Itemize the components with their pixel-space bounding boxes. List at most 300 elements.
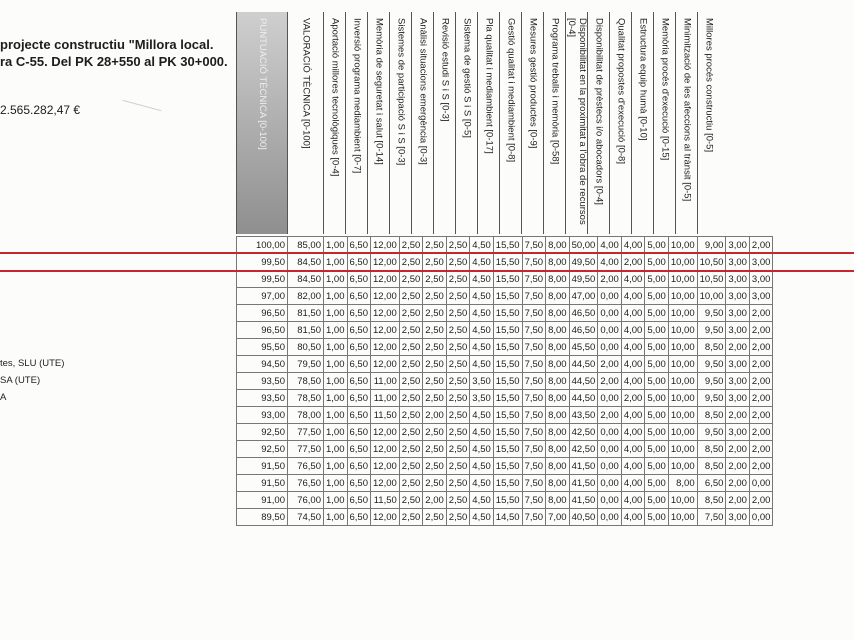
table-cell: 6,50 bbox=[347, 237, 371, 254]
table-cell: 2,00 bbox=[598, 356, 622, 373]
table-cell: 78,50 bbox=[288, 390, 324, 407]
table-cell: 0,00 bbox=[598, 305, 622, 322]
table-cell: 1,00 bbox=[324, 509, 348, 526]
table-cell: 80,50 bbox=[288, 339, 324, 356]
table-cell: 2,50 bbox=[399, 475, 423, 492]
table-cell: 8,00 bbox=[546, 424, 570, 441]
table-cell: 10,00 bbox=[668, 407, 697, 424]
column-header-label: Memòria de seguretat i salut [0-14] bbox=[373, 18, 385, 165]
table-cell: 6,50 bbox=[347, 305, 371, 322]
table-cell: 2,50 bbox=[446, 424, 470, 441]
table-cell: 7,50 bbox=[522, 424, 546, 441]
table-cell: 82,00 bbox=[288, 288, 324, 305]
table-cell: 2,00 bbox=[749, 390, 773, 407]
column-header-label: Pla qualitat i mediambient [0-17] bbox=[483, 18, 495, 154]
table-cell: 41,50 bbox=[569, 458, 598, 475]
table-row bbox=[237, 305, 773, 322]
table-cell: 85,00 bbox=[288, 237, 324, 254]
table-cell: 4,50 bbox=[470, 356, 494, 373]
table-cell: 3,00 bbox=[726, 288, 750, 305]
table-cell: 7,50 bbox=[522, 441, 546, 458]
table-cell: 2,50 bbox=[446, 356, 470, 373]
table-cell: 74,50 bbox=[288, 509, 324, 526]
table-cell: 5,00 bbox=[645, 271, 669, 288]
table-cell: 8,00 bbox=[546, 407, 570, 424]
table-cell: 3,00 bbox=[726, 509, 750, 526]
table-cell: 1,00 bbox=[324, 305, 348, 322]
table-cell: 7,50 bbox=[522, 271, 546, 288]
table-cell: 47,00 bbox=[569, 288, 598, 305]
table-cell: 0,00 bbox=[749, 475, 773, 492]
column-header-label: Disponibilitat de prèstecs i/o abocadors [0-4] bbox=[593, 18, 605, 205]
table-cell: 8,00 bbox=[546, 305, 570, 322]
column-header-label: Estructura equip humà [0-10] bbox=[637, 18, 649, 141]
table-cell: 14,50 bbox=[493, 509, 522, 526]
table-cell: 12,00 bbox=[371, 475, 400, 492]
table-cell: 5,00 bbox=[645, 356, 669, 373]
column-header-2 bbox=[287, 12, 324, 234]
table-cell: 2,00 bbox=[749, 492, 773, 509]
table-cell: 50,00 bbox=[569, 237, 598, 254]
table-cell: 46,50 bbox=[569, 305, 598, 322]
table-cell: 8,00 bbox=[546, 237, 570, 254]
table-cell: 0,00 bbox=[598, 509, 622, 526]
table-cell: 0,00 bbox=[598, 492, 622, 509]
column-header-16 bbox=[609, 12, 632, 234]
table-cell: 2,00 bbox=[726, 458, 750, 475]
column-header-label: Millores procés constructiu [0-5] bbox=[703, 18, 715, 153]
table-cell: 3,00 bbox=[749, 254, 773, 271]
column-header-4 bbox=[345, 12, 368, 234]
table-cell: 10,00 bbox=[668, 237, 697, 254]
table-cell: 2,50 bbox=[446, 271, 470, 288]
table-cell: 7,50 bbox=[522, 237, 546, 254]
table-cell: 7,50 bbox=[522, 322, 546, 339]
table-cell: 7,50 bbox=[697, 509, 726, 526]
table-cell: 2,50 bbox=[399, 390, 423, 407]
table-cell: 1,00 bbox=[324, 237, 348, 254]
table-cell: 0,00 bbox=[598, 458, 622, 475]
table-cell: 4,00 bbox=[621, 424, 645, 441]
column-header-label: PUNTUACIÓ TÈCNICA [0-100] bbox=[257, 18, 268, 150]
table-cell: 2,00 bbox=[598, 407, 622, 424]
table-cell: 2,50 bbox=[399, 254, 423, 271]
column-header-10 bbox=[477, 12, 500, 234]
table-cell: 2,50 bbox=[423, 322, 447, 339]
column-header-15 bbox=[587, 12, 610, 234]
column-header-5 bbox=[367, 12, 390, 234]
column-header-11 bbox=[499, 12, 522, 234]
table-row bbox=[237, 441, 773, 458]
table-cell: 1,00 bbox=[324, 390, 348, 407]
table-cell: 11,50 bbox=[371, 407, 400, 424]
table-cell: 2,50 bbox=[423, 390, 447, 407]
table-cell: 1,00 bbox=[324, 407, 348, 424]
column-header-7 bbox=[411, 12, 434, 234]
table-cell: 49,50 bbox=[569, 271, 598, 288]
table-cell: 96,50 bbox=[237, 322, 288, 339]
table-cell: 8,00 bbox=[546, 356, 570, 373]
table-cell: 12,00 bbox=[371, 237, 400, 254]
table-cell: 92,50 bbox=[237, 424, 288, 441]
table-cell: 9,50 bbox=[697, 322, 726, 339]
table-cell: 6,50 bbox=[347, 424, 371, 441]
table-cell: 9,50 bbox=[697, 424, 726, 441]
table-cell: 0,00 bbox=[598, 475, 622, 492]
table-cell: 79,50 bbox=[288, 356, 324, 373]
table-cell: 4,50 bbox=[470, 254, 494, 271]
table-cell: 4,50 bbox=[470, 492, 494, 509]
table-cell: 6,50 bbox=[347, 458, 371, 475]
table-cell: 8,00 bbox=[546, 390, 570, 407]
table-cell: 5,00 bbox=[645, 441, 669, 458]
table-cell: 4,00 bbox=[621, 475, 645, 492]
table-cell: 11,00 bbox=[371, 373, 400, 390]
table-row bbox=[237, 322, 773, 339]
table-cell: 4,00 bbox=[598, 237, 622, 254]
column-header-label: Revisió estudi S i S [0-3] bbox=[439, 18, 451, 122]
document-title bbox=[0, 36, 228, 70]
table-cell: 8,50 bbox=[697, 339, 726, 356]
table-cell: 8,00 bbox=[546, 441, 570, 458]
table-cell: 2,50 bbox=[423, 237, 447, 254]
table-row bbox=[237, 373, 773, 390]
table-cell: 9,00 bbox=[697, 237, 726, 254]
table-cell: 45,50 bbox=[569, 339, 598, 356]
table-cell: 2,00 bbox=[726, 339, 750, 356]
table-cell: 5,00 bbox=[645, 424, 669, 441]
table-cell: 3,00 bbox=[726, 356, 750, 373]
table-cell: 12,00 bbox=[371, 322, 400, 339]
column-header-label: Sistemes de participació S i S [0-3] bbox=[395, 18, 407, 166]
table-cell: 2,50 bbox=[399, 339, 423, 356]
table-cell: 2,00 bbox=[621, 390, 645, 407]
table-cell: 2,50 bbox=[446, 492, 470, 509]
table-cell: 6,50 bbox=[347, 373, 371, 390]
table-cell: 9,50 bbox=[697, 373, 726, 390]
table-cell: 2,50 bbox=[423, 271, 447, 288]
table-cell: 4,00 bbox=[621, 492, 645, 509]
table-cell: 15,50 bbox=[493, 254, 522, 271]
table-cell: 12,00 bbox=[371, 339, 400, 356]
table-cell: 8,50 bbox=[697, 458, 726, 475]
table-cell: 2,50 bbox=[399, 458, 423, 475]
table-cell: 2,50 bbox=[423, 373, 447, 390]
table-cell: 15,50 bbox=[493, 322, 522, 339]
table-cell: 2,50 bbox=[423, 356, 447, 373]
table-cell: 44,50 bbox=[569, 390, 598, 407]
table-cell: 5,00 bbox=[645, 254, 669, 271]
table-cell: 2,50 bbox=[399, 424, 423, 441]
table-cell: 2,50 bbox=[423, 509, 447, 526]
table-row bbox=[237, 339, 773, 356]
table-cell: 7,50 bbox=[522, 390, 546, 407]
table-cell: 10,00 bbox=[668, 288, 697, 305]
column-header-3 bbox=[323, 12, 346, 234]
table-cell: 2,00 bbox=[749, 424, 773, 441]
table-cell: 2,00 bbox=[749, 237, 773, 254]
table-cell: 2,00 bbox=[726, 407, 750, 424]
table-cell: 12,00 bbox=[371, 254, 400, 271]
table-cell: 4,50 bbox=[470, 288, 494, 305]
table-cell: 2,00 bbox=[749, 356, 773, 373]
table-cell: 44,50 bbox=[569, 373, 598, 390]
table-cell: 10,00 bbox=[668, 424, 697, 441]
table-cell: 2,50 bbox=[399, 322, 423, 339]
table-cell: 4,00 bbox=[621, 305, 645, 322]
table-cell: 2,00 bbox=[749, 441, 773, 458]
table-cell: 2,00 bbox=[423, 407, 447, 424]
column-header-label: Aportació millores tecnològiques [0-4] bbox=[329, 18, 341, 177]
table-cell: 11,50 bbox=[371, 492, 400, 509]
table-cell: 10,00 bbox=[668, 271, 697, 288]
table-cell: 6,50 bbox=[347, 339, 371, 356]
table-cell: 15,50 bbox=[493, 237, 522, 254]
table-cell: 3,00 bbox=[726, 373, 750, 390]
table-cell: 15,50 bbox=[493, 305, 522, 322]
table-cell: 93,50 bbox=[237, 373, 288, 390]
table-cell: 2,50 bbox=[446, 322, 470, 339]
table-cell: 95,50 bbox=[237, 339, 288, 356]
table-cell: 4,00 bbox=[598, 254, 622, 271]
table-cell: 10,00 bbox=[668, 373, 697, 390]
table-cell: 41,50 bbox=[569, 492, 598, 509]
table-cell: 4,00 bbox=[621, 407, 645, 424]
table-cell: 10,00 bbox=[668, 339, 697, 356]
column-header-label: Programa treballs i memòria [0-58] bbox=[549, 18, 561, 165]
table-cell: 2,50 bbox=[399, 288, 423, 305]
table-cell: 46,50 bbox=[569, 322, 598, 339]
table-cell: 8,50 bbox=[697, 492, 726, 509]
table-cell: 3,00 bbox=[726, 390, 750, 407]
table-cell: 2,50 bbox=[446, 305, 470, 322]
bidder-name: SA (UTE) bbox=[0, 375, 41, 386]
table-cell: 2,50 bbox=[446, 407, 470, 424]
table-cell: 12,00 bbox=[371, 288, 400, 305]
column-header-13 bbox=[543, 12, 566, 234]
table-cell: 2,50 bbox=[399, 271, 423, 288]
table-cell: 8,00 bbox=[546, 254, 570, 271]
column-header-18 bbox=[653, 12, 676, 234]
table-cell: 91,50 bbox=[237, 458, 288, 475]
table-cell: 15,50 bbox=[493, 424, 522, 441]
table-cell: 1,00 bbox=[324, 492, 348, 509]
table-cell: 3,50 bbox=[470, 373, 494, 390]
table-cell: 15,50 bbox=[493, 407, 522, 424]
title-line-1: projecte constructiu "Millora local. bbox=[0, 37, 214, 52]
scan-mark bbox=[123, 100, 162, 111]
table-cell: 1,00 bbox=[324, 254, 348, 271]
table-cell: 4,00 bbox=[621, 288, 645, 305]
table-cell: 7,50 bbox=[522, 458, 546, 475]
table-cell: 12,00 bbox=[371, 356, 400, 373]
table-cell: 9,50 bbox=[697, 356, 726, 373]
table-cell: 2,50 bbox=[423, 441, 447, 458]
table-cell: 7,50 bbox=[522, 288, 546, 305]
table-cell: 15,50 bbox=[493, 288, 522, 305]
table-cell: 6,50 bbox=[347, 356, 371, 373]
table-cell: 2,00 bbox=[621, 254, 645, 271]
table-cell: 77,50 bbox=[288, 441, 324, 458]
column-header-label: Memòria procés d'execució [0-15] bbox=[659, 18, 671, 161]
table-cell: 4,50 bbox=[470, 407, 494, 424]
table-cell: 10,00 bbox=[668, 458, 697, 475]
table-cell: 2,50 bbox=[399, 305, 423, 322]
table-cell: 2,50 bbox=[423, 288, 447, 305]
table-cell: 76,50 bbox=[288, 458, 324, 475]
table-cell: 10,50 bbox=[697, 254, 726, 271]
table-row bbox=[237, 424, 773, 441]
table-cell: 2,00 bbox=[726, 492, 750, 509]
table-cell: 2,50 bbox=[446, 288, 470, 305]
table-cell: 0,00 bbox=[598, 288, 622, 305]
table-cell: 2,50 bbox=[399, 237, 423, 254]
table-cell: 41,50 bbox=[569, 475, 598, 492]
column-header-label: Sistema de gestió S i S [0-5] bbox=[461, 18, 473, 138]
table-cell: 4,50 bbox=[470, 509, 494, 526]
table-cell: 5,00 bbox=[645, 492, 669, 509]
table-cell: 2,50 bbox=[446, 237, 470, 254]
table-cell: 6,50 bbox=[347, 254, 371, 271]
table-cell: 6,50 bbox=[697, 475, 726, 492]
table-cell: 2,00 bbox=[749, 458, 773, 475]
table-cell: 6,50 bbox=[347, 271, 371, 288]
column-header-14 bbox=[565, 12, 588, 234]
table-cell: 0,00 bbox=[598, 322, 622, 339]
table-cell: 5,00 bbox=[645, 475, 669, 492]
table-cell: 7,50 bbox=[522, 475, 546, 492]
table-cell: 11,00 bbox=[371, 390, 400, 407]
table-cell: 4,00 bbox=[621, 458, 645, 475]
table-cell: 3,00 bbox=[749, 288, 773, 305]
table-row bbox=[237, 475, 773, 492]
column-header-9 bbox=[455, 12, 478, 234]
table-cell: 7,00 bbox=[546, 509, 570, 526]
table-cell: 12,00 bbox=[371, 271, 400, 288]
table-cell: 4,00 bbox=[621, 339, 645, 356]
table-cell: 2,50 bbox=[423, 475, 447, 492]
table-cell: 2,50 bbox=[446, 509, 470, 526]
table-cell: 7,50 bbox=[522, 373, 546, 390]
table-cell: 97,00 bbox=[237, 288, 288, 305]
table-cell: 1,00 bbox=[324, 322, 348, 339]
table-cell: 6,50 bbox=[347, 288, 371, 305]
table-cell: 4,50 bbox=[470, 441, 494, 458]
table-cell: 43,50 bbox=[569, 407, 598, 424]
table-cell: 2,00 bbox=[749, 407, 773, 424]
table-cell: 2,00 bbox=[749, 322, 773, 339]
column-header-20 bbox=[697, 12, 720, 234]
table-cell: 96,50 bbox=[237, 305, 288, 322]
table-cell: 8,00 bbox=[546, 288, 570, 305]
table-cell: 44,50 bbox=[569, 356, 598, 373]
column-header-8 bbox=[433, 12, 456, 234]
table-cell: 76,50 bbox=[288, 475, 324, 492]
table-cell: 1,00 bbox=[324, 373, 348, 390]
table-cell: 10,00 bbox=[668, 492, 697, 509]
table-cell: 2,50 bbox=[399, 356, 423, 373]
table-cell: 8,00 bbox=[546, 492, 570, 509]
table-cell: 2,50 bbox=[423, 458, 447, 475]
table-cell: 9,50 bbox=[697, 305, 726, 322]
table-cell: 10,00 bbox=[697, 288, 726, 305]
table-cell: 6,50 bbox=[347, 492, 371, 509]
table-cell: 2,50 bbox=[446, 254, 470, 271]
table-cell: 91,50 bbox=[237, 475, 288, 492]
bidder-name: tes, SLU (UTE) bbox=[0, 358, 65, 369]
table-cell: 5,00 bbox=[645, 322, 669, 339]
table-cell: 2,50 bbox=[446, 373, 470, 390]
table-cell: 81,50 bbox=[288, 305, 324, 322]
table-cell: 0,00 bbox=[598, 441, 622, 458]
table-cell: 4,50 bbox=[470, 237, 494, 254]
table-cell: 8,00 bbox=[546, 322, 570, 339]
table-cell: 15,50 bbox=[493, 492, 522, 509]
table-cell: 1,00 bbox=[324, 475, 348, 492]
table-cell: 99,50 bbox=[237, 254, 288, 271]
table-cell: 2,50 bbox=[446, 390, 470, 407]
table-cell: 76,00 bbox=[288, 492, 324, 509]
table-row bbox=[237, 237, 773, 254]
column-header-label: Gestió qualitat i mediambient [0-8] bbox=[505, 18, 517, 163]
table-cell: 42,50 bbox=[569, 424, 598, 441]
table-cell: 4,50 bbox=[470, 271, 494, 288]
table-cell: 4,00 bbox=[621, 373, 645, 390]
column-header-12 bbox=[521, 12, 544, 234]
table-cell: 15,50 bbox=[493, 271, 522, 288]
table-cell: 1,00 bbox=[324, 458, 348, 475]
table-cell: 8,00 bbox=[546, 339, 570, 356]
table-cell: 77,50 bbox=[288, 424, 324, 441]
table-cell: 3,50 bbox=[470, 390, 494, 407]
table-cell: 2,00 bbox=[423, 492, 447, 509]
table-cell: 2,00 bbox=[726, 441, 750, 458]
table-cell: 1,00 bbox=[324, 441, 348, 458]
table-cell: 4,00 bbox=[621, 271, 645, 288]
table-cell: 100,00 bbox=[237, 237, 288, 254]
table-cell: 5,00 bbox=[645, 305, 669, 322]
table-cell: 2,00 bbox=[749, 373, 773, 390]
table-cell: 8,00 bbox=[668, 475, 697, 492]
table-cell: 42,50 bbox=[569, 441, 598, 458]
table-cell: 92,50 bbox=[237, 441, 288, 458]
table-cell: 6,50 bbox=[347, 509, 371, 526]
table-cell: 4,50 bbox=[470, 475, 494, 492]
table-cell: 2,50 bbox=[399, 373, 423, 390]
table-cell: 78,50 bbox=[288, 373, 324, 390]
table-cell: 2,50 bbox=[446, 339, 470, 356]
table-cell: 78,00 bbox=[288, 407, 324, 424]
table-cell: 6,50 bbox=[347, 322, 371, 339]
table-cell: 12,00 bbox=[371, 424, 400, 441]
table-cell: 8,00 bbox=[546, 373, 570, 390]
table-cell: 12,00 bbox=[371, 458, 400, 475]
table-cell: 2,50 bbox=[399, 407, 423, 424]
table-cell: 2,50 bbox=[423, 305, 447, 322]
table-cell: 5,00 bbox=[645, 390, 669, 407]
table-cell: 7,50 bbox=[522, 339, 546, 356]
table-cell: 15,50 bbox=[493, 441, 522, 458]
column-header-6 bbox=[389, 12, 412, 234]
table-cell: 81,50 bbox=[288, 322, 324, 339]
table-row bbox=[237, 407, 773, 424]
table-cell: 7,50 bbox=[522, 492, 546, 509]
table-row bbox=[237, 271, 773, 288]
table-cell: 3,00 bbox=[726, 271, 750, 288]
table-cell: 10,00 bbox=[668, 390, 697, 407]
table-cell: 3,00 bbox=[726, 254, 750, 271]
table-cell: 15,50 bbox=[493, 373, 522, 390]
